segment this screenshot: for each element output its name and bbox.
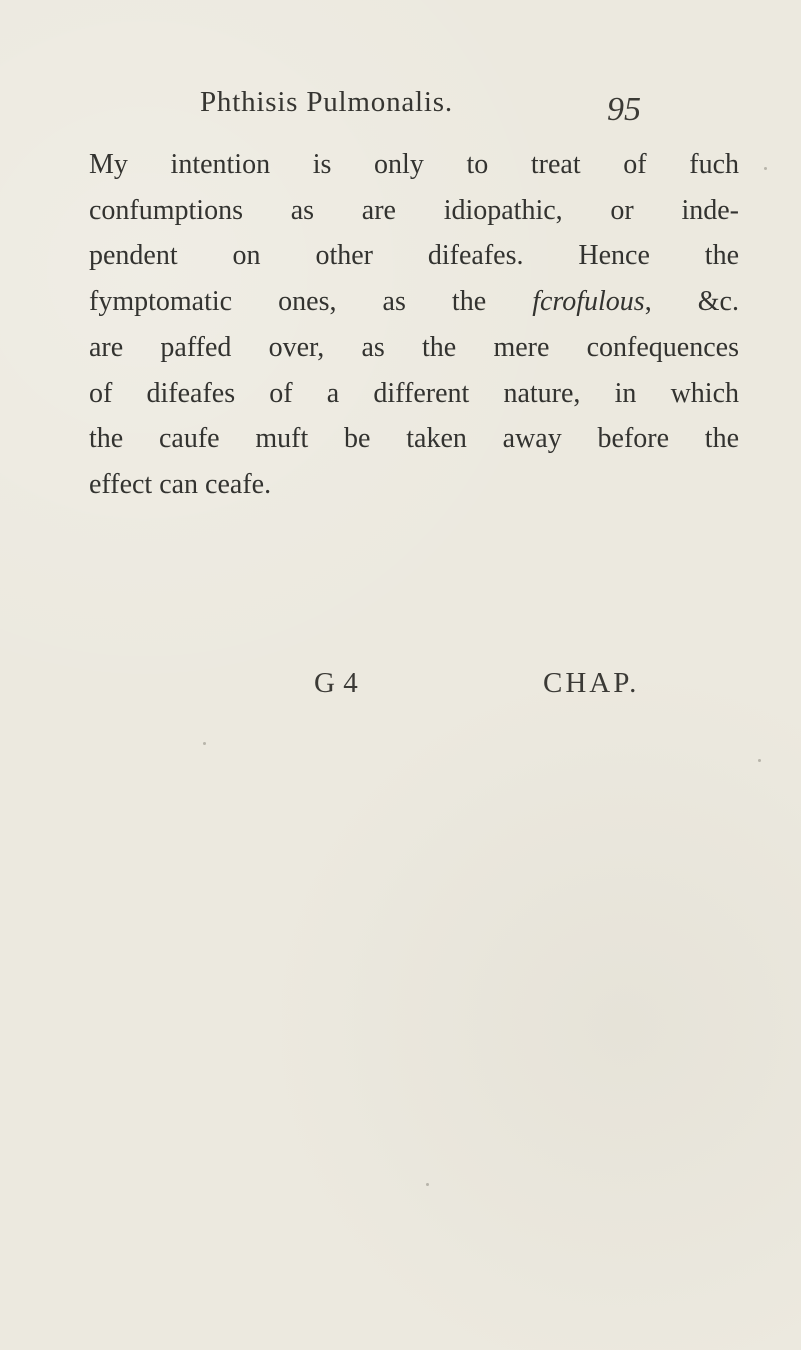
text-segment: fymptomatic ones, as the — [89, 286, 533, 318]
text-line: effect can ceafe. — [89, 468, 272, 500]
paper-speck — [764, 167, 767, 170]
page-number: 95 — [607, 91, 641, 128]
catchword: CHAP. — [543, 667, 640, 699]
signature-mark: G 4 — [314, 667, 359, 699]
text-line — [89, 279, 739, 325]
text-line: confumptions as are idiopathic, or inde- — [89, 194, 739, 226]
paper-speck — [203, 742, 206, 745]
text-line: pendent on other difeafes. Hence the — [89, 240, 739, 272]
body-paragraph — [89, 142, 739, 508]
text-line: of difeafes of a different nature, in which — [89, 377, 739, 409]
italic-term: fcrofulous — [532, 286, 645, 318]
text-line: My intention is only to treat of fuch — [89, 149, 739, 180]
text-line: the caufe muft be taken away before the — [89, 423, 739, 455]
running-head: Phthisis Pulmonalis. — [200, 86, 453, 118]
paper-speck — [426, 1183, 429, 1186]
text-line: are paffed over, as the mere confequences — [89, 331, 739, 363]
paper-speck — [758, 759, 761, 762]
text-segment: , &c. — [644, 286, 739, 318]
